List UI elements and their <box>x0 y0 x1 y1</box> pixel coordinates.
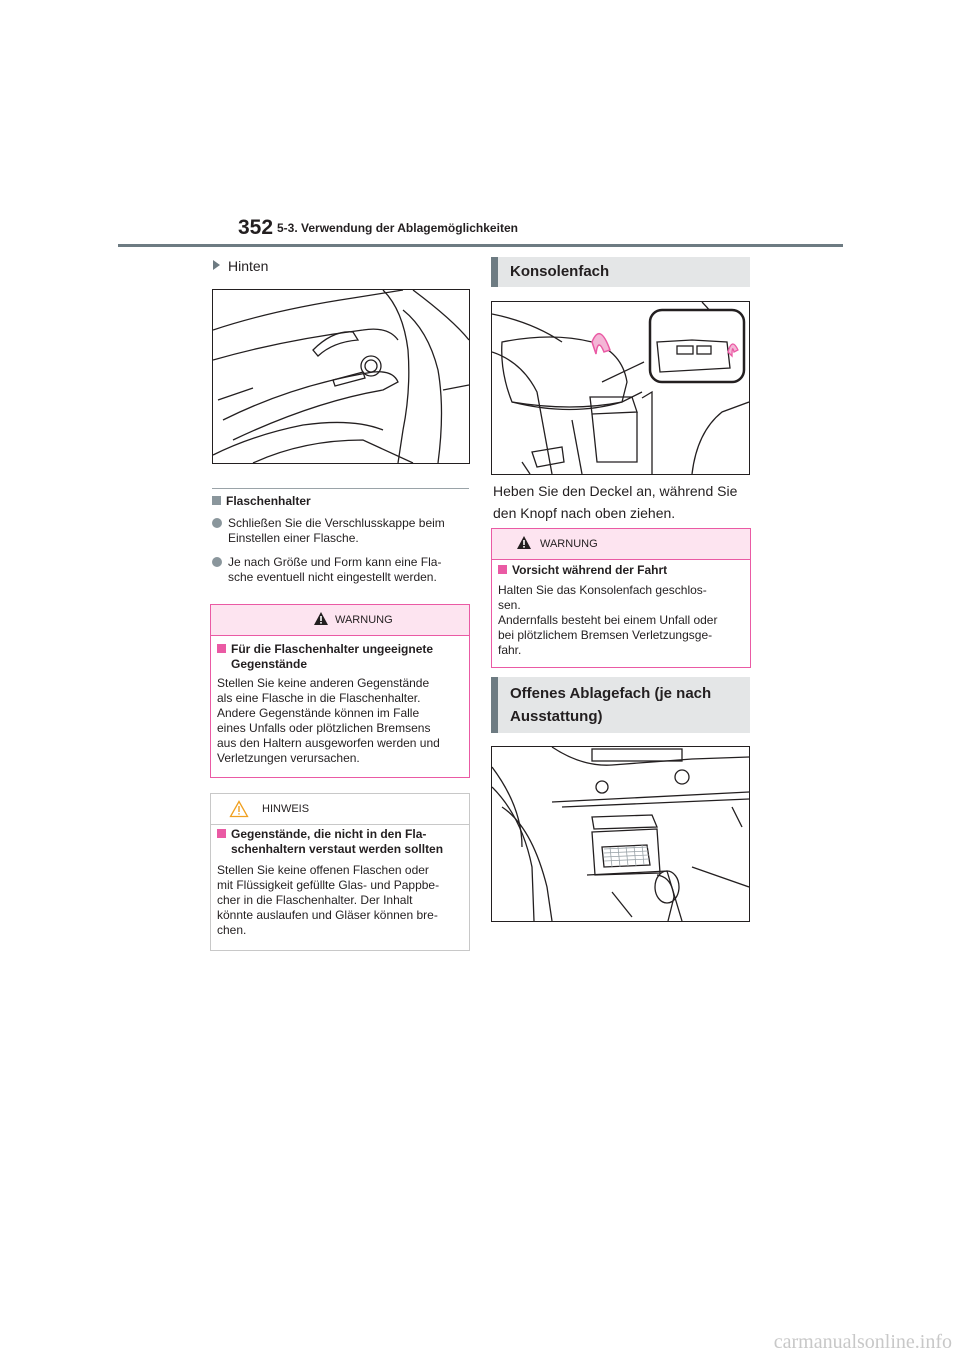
triangle-bullet-icon <box>213 260 220 270</box>
section-rule <box>212 488 469 489</box>
warning-triangle-icon <box>516 535 532 550</box>
subheading-text: Hinten <box>228 258 269 274</box>
bullet-item <box>212 516 470 548</box>
square-bullet-icon <box>217 644 226 653</box>
section-bar-konsolenfach <box>491 257 750 287</box>
watermark: carmanualsonline.info <box>773 1331 952 1353</box>
bullet-text: Schließen Sie die Verschlusskappe beim Einstellen einer Flasche. <box>228 516 445 545</box>
warning-body: Stellen Sie keine anderen Gegenstände als eine Flasche in die Flaschenhalter. Andere Gegenstände können im Falle eines Unfalls oder plötzlichen Bremsens aus den Haltern ausgeworfen werden und Verletzungen verursachen. <box>217 676 440 765</box>
note-subtitle <box>217 827 443 857</box>
circle-bullet-icon <box>212 557 222 567</box>
instruction-text: Heben Sie den Deckel an, während Sie den Knopf nach oben ziehen. <box>493 483 738 521</box>
caution-triangle-icon <box>229 800 249 818</box>
section-title-text: Flaschenhalter <box>226 494 311 508</box>
warning-header <box>492 529 750 560</box>
square-bullet-icon <box>217 829 226 838</box>
note-label: HINWEIS <box>262 803 310 815</box>
console-box-illustration <box>491 301 750 475</box>
chapter-title: 5-3. Verwendung der Ablagemöglichkeiten <box>277 221 518 235</box>
warning-body: Halten Sie das Konsolenfach geschlos- sen. Andernfalls besteht bei einem Unfall oder bei plötzlichem Bremsen Verletzungsge- fahr. <box>498 583 718 657</box>
section-title-konsolenfach: Konsolenfach <box>510 263 610 280</box>
open-tray-illustration <box>491 746 750 922</box>
section-title-line2: Ausstattung) <box>510 708 603 725</box>
bullet-text: Je nach Größe und Form kann eine Fla- sche eventuell nicht eingestellt werden. <box>228 555 442 584</box>
section-title-flaschenhalter <box>212 494 311 508</box>
subheading-hinten <box>213 258 268 274</box>
square-bullet-icon <box>212 496 221 505</box>
section-bar-ablagefach <box>491 677 750 733</box>
warning-subtitle <box>217 642 433 672</box>
warning-subtitle <box>498 563 667 578</box>
note-box <box>210 793 470 951</box>
note-header <box>211 794 469 825</box>
warning-triangle-icon <box>313 611 329 626</box>
note-subtitle-text: Gegenstände, die nicht in den Fla- schenhaltern verstaut werden sollten <box>231 827 444 856</box>
note-body: Stellen Sie keine offenen Flaschen oder mit Flüssigkeit gefüllte Glas- und Pappbe- cher in die Flaschenhalter. Der Inhalt könnte auslaufen und Gläser können bre- chen. <box>217 863 440 937</box>
warning-subtitle-text: Für die Flaschenhalter ungeeignete Gegenstände <box>231 642 434 671</box>
warning-header <box>211 605 469 636</box>
warning-box <box>210 604 470 778</box>
warning-label: WARNUNG <box>335 614 393 626</box>
warning-subtitle-text: Vorsicht während der Fahrt <box>512 563 668 577</box>
section-title-line1: Offenes Ablagefach (je nach <box>510 685 712 702</box>
circle-bullet-icon <box>212 518 222 528</box>
warning-box <box>491 528 751 668</box>
warning-label: WARNUNG <box>540 538 598 550</box>
square-bullet-icon <box>498 565 507 574</box>
page-number: 352 <box>238 216 274 239</box>
rear-door-illustration <box>212 289 470 464</box>
header-rule <box>118 244 843 247</box>
bullet-item <box>212 555 470 587</box>
